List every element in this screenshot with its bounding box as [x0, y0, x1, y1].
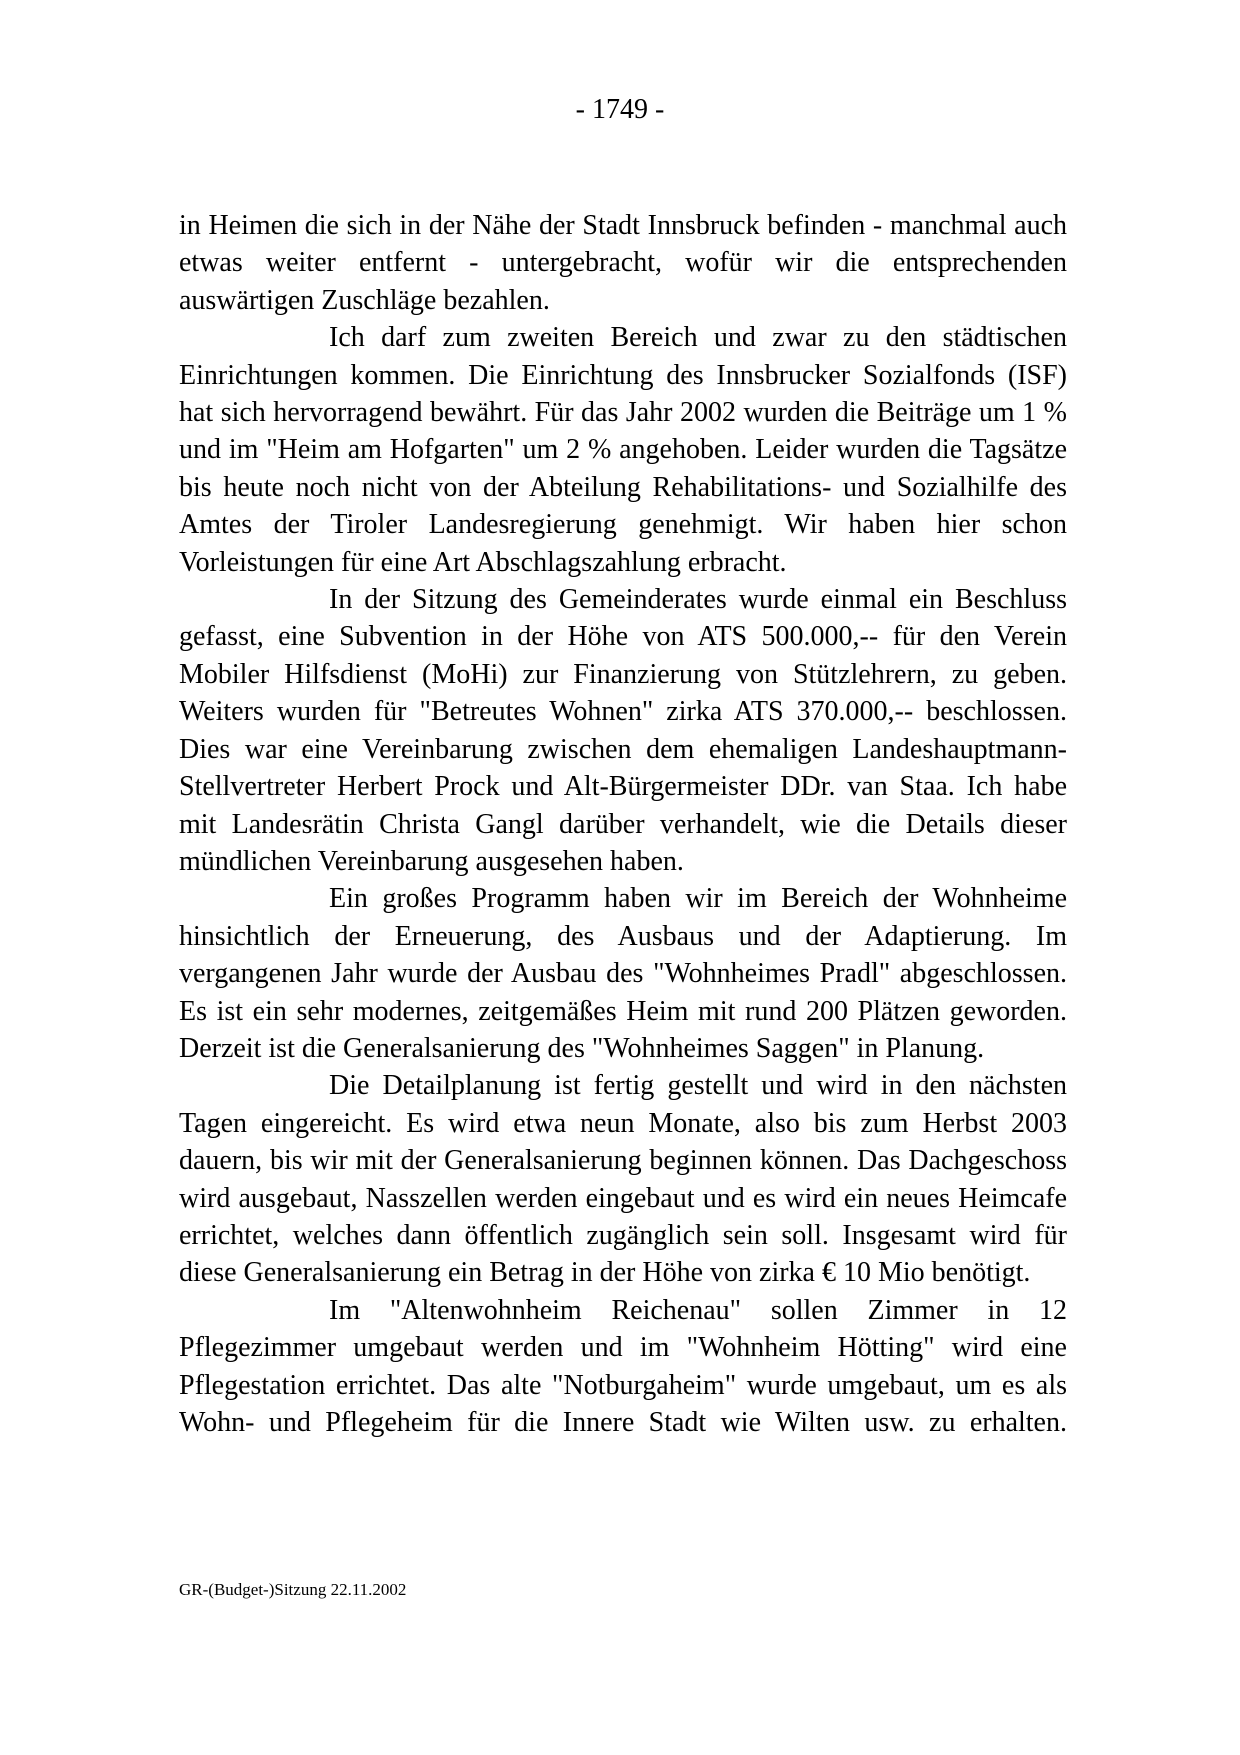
paragraph: Ich darf zum zweiten Bereich und zwar zu den städtischen Einrichtungen kommen. Die Einrichtung des Innsbrucker Sozialfonds (ISF) hat sich hervorragend bewährt. Für das Jahr 2002 wurden die Beiträge um 1 % und im "Heim am Hofgarten" um 2 % angehoben. Leider wurden die Tagsätze bis heute noch nicht von der Abteilung Rehabilitations- und Sozialhilfe des Amtes der Tiroler Landesregierung genehmigt. Wir haben hier schon Vorleistungen für eine Art Abschlagszahlung erbracht. — [179, 322, 1067, 578]
paragraph: Ein großes Programm haben wir im Bereich der Wohnheime hinsichtlich der Erneuerung, des Ausbaus und der Adaptierung. Im vergangenen Jahr wurde der Ausbau des "Wohnheimes Pradl" abgeschlossen. Es ist ein sehr modernes, zeitgemäßes Heim mit rund 200 Plätzen geworden. Derzeit ist die Generalsanierung des "Wohnheimes Saggen" in Planung. — [179, 883, 1067, 1064]
paragraph: Die Detailplanung ist fertig gestellt und wird in den nächsten Tagen eingereicht. Es wird etwa neun Monate, also bis zum Herbst 2003 dauern, bis wir mit der Generalsanierung beginnen können. Das Dachgeschoss wird ausgebaut, Nasszellen werden eingebaut und es wird ein neues Heimcafe errichtet, welches dann öffentlich zugänglich sein soll. Insgesamt wird für diese Generalsanierung ein Betrag in der Höhe von zirka € 10 Mio benötigt. — [179, 1070, 1067, 1289]
paragraph: In der Sitzung des Gemeinderates wurde einmal ein Beschluss gefasst, eine Subvention in der Höhe von ATS 500.000,-- für den Verein Mobiler Hilfsdienst (MoHi) zur Finanzierung von Stützlehrern, zu geben. Weiters wurden für "Betreutes Wohnen" zirka ATS 370.000,-- beschlossen. Dies war eine Vereinbarung zwischen dem ehemaligen Landeshauptmann-Stellvertreter Herbert Prock und Alt-Bürgermeister DDr. van Staa. Ich habe mit Landesrätin Christa Gangl darüber verhandelt, wie die Details dieser mündlichen Vereinbarung ausgesehen haben. — [179, 584, 1067, 877]
page-footer: GR-(Budget-)Sitzung 22.11.2002 — [179, 1580, 407, 1599]
paragraph: Im "Altenwohnheim Reichenau" sollen Zimmer in 12 Pflegezimmer umgebaut werden und im "Wohnheim Hötting" wird eine Pflegestation errichtet. Das alte "Notburgaheim" wurde umgebaut, um es als Wohn- und Pflegeheim für die Innere Stadt wie Wilten usw. zu erhalten. — [179, 1294, 1067, 1438]
body-text — [179, 207, 1067, 1441]
paragraph: in Heimen die sich in der Nähe der Stadt Innsbruck befinden - manchmal auch etwas weiter entfernt - untergebracht, wofür wir die entsprechenden auswärtigen Zuschläge bezahlen. — [179, 210, 1067, 316]
page-number: - 1749 - — [575, 94, 665, 125]
